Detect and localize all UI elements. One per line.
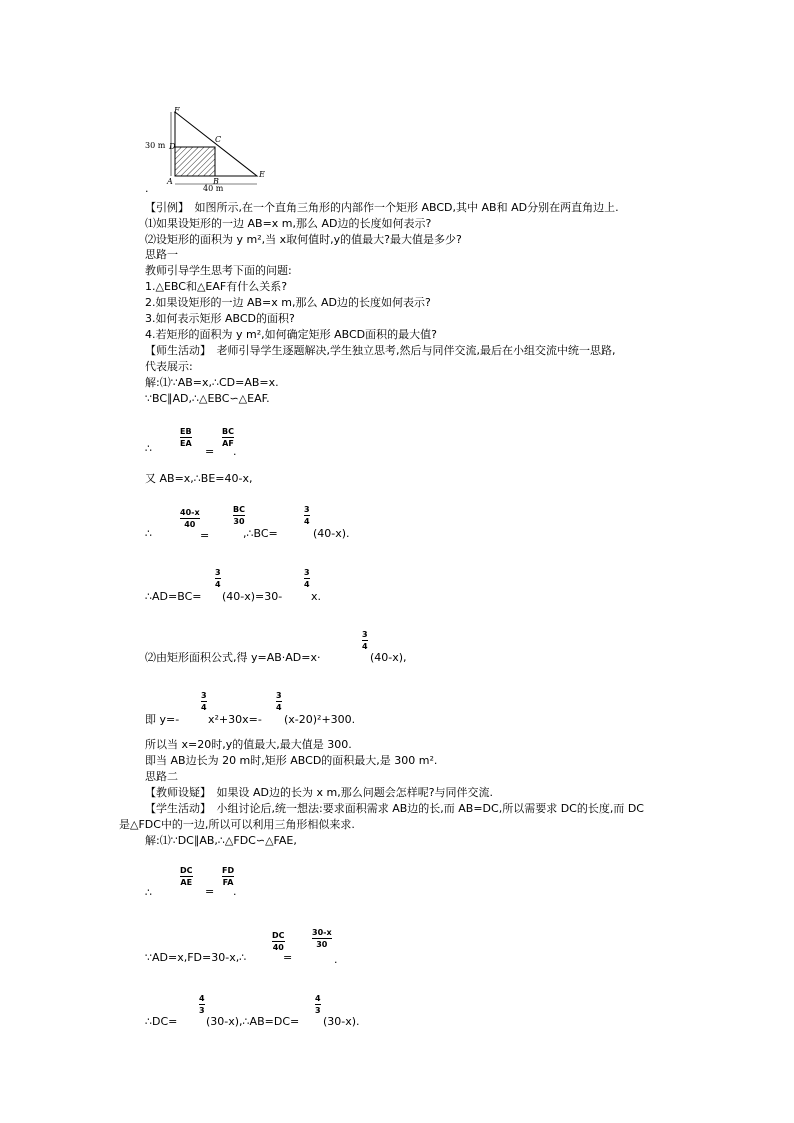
eq8-prefix: ∴DC= [145,1015,178,1028]
eq3-prefix: ∴AD=BC= [145,590,202,603]
solution-line-2: ∵BC∥AD,∴△EBC∽△EAF. [145,392,270,405]
activity-line-2: 代表展示: [145,360,193,373]
label-40m: 40 m [203,184,224,193]
figure-dot: . [145,182,149,195]
eq6-equals: = [205,885,215,898]
eq7-fraction-1: DC 40 [272,931,285,952]
eq7-prefix: ∵AD=x,FD=30-x,∴ [145,951,247,964]
conclusion-1: 所以当 x=20时,y的值最大,最大值是 300. [145,738,352,751]
eq8-fraction-1: 4 3 [199,994,205,1015]
eq7-equals: = [283,951,293,964]
ab-line: 又 AB=x,∴BE=40-x, [145,472,253,485]
eq5-mid: x²+30x=- [208,713,262,726]
eq6-fraction-1: DC AE [180,866,193,887]
rectangle-abcd [175,147,215,176]
eq6-prefix: ∴ [145,886,152,899]
eq4-fraction-1: 3 4 [362,630,368,651]
eq6-end: . [233,885,237,898]
right-triangle-figure [145,104,275,194]
eq2-fraction-2: BC 30 [233,505,245,526]
eq5-prefix: 即 y=- [145,713,180,726]
question-1: ⑴如果设矩形的一边 AB=x m,那么 AD边的长度如何表示? [145,217,432,230]
solution2-line-1: 解:⑴∵DC∥AB,∴△FDC∽△FAE, [145,834,297,847]
eq5-fraction-1: 3 4 [201,691,207,712]
eq6-fraction-2: FD FA [222,866,235,887]
label-d: D [169,142,176,151]
eq1-end: . [233,445,237,458]
eq3-fraction-1: 3 4 [215,568,221,589]
eq2-equals: = [200,529,210,542]
student-activity-1: 【学生活动】 小组讨论后,统一想法:要求面积需求 AB边的长,而 AB=DC,所以需要求 DC的长度,而 DC [145,802,644,815]
eq2-fraction-3: 3 4 [304,505,310,526]
eq8-mid: (30-x),∴AB=DC= [206,1015,300,1028]
label-e: E [259,170,265,179]
eq8-fraction-2: 4 3 [315,994,321,1015]
guide-q3: 3.如何表示矩形 ABCD的面积? [145,312,295,325]
label-c: C [215,135,222,144]
label-a: A [167,177,173,186]
eq4-end: (40-x), [370,651,407,664]
eq3-mid: (40-x)=30- [222,590,283,603]
eq1-equals: = [205,445,215,458]
guide-q2: 2.如果设矩形的一边 AB=x m,那么 AD边的长度如何表示? [145,296,431,309]
guide-q1: 1.△EBC和△EAF有什么关系? [145,280,288,293]
heading-approach-1: 思路一 [145,248,178,261]
teacher-guide: 教师引导学生思考下面的问题: [145,264,292,277]
eq5-fraction-2: 3 4 [276,691,282,712]
eq2-prefix: ∴ [145,527,152,540]
solution-line-1: 解:⑴∵AB=x,∴CD=AB=x. [145,376,279,389]
heading-approach-2: 思路二 [145,770,178,783]
example-intro: 【引例】 如图所示,在一个直角三角形的内部作一个矩形 ABCD,其中 AB和 AD分别在两直角边上. [145,201,619,214]
label-b: B [213,177,219,186]
eq4-prefix: ⑵由矩形面积公式,得 y=AB·AD=x· [145,651,321,664]
eq2-fraction-1: 40-x 40 [180,508,200,529]
eq1-fraction-1: EB EA [180,427,192,448]
eq1-fraction-2: BC AF [222,427,234,448]
teacher-question: 【教师设疑】 如果设 AD边的长为 x m,那么问题会怎样呢?与同伴交流. [145,786,494,799]
eq7-fraction-2: 30-x 30 [312,928,332,949]
eq3-fraction-2: 3 4 [304,568,310,589]
eq2-end: (40-x). [313,527,350,540]
eq1-prefix: ∴ [145,442,152,455]
label-f: F [174,106,180,115]
eq3-end: x. [311,590,322,603]
question-2: ⑵设矩形的面积为 y m²,当 x取何值时,y的值最大?最大值是多少? [145,233,462,246]
eq8-end: (30-x). [323,1015,360,1028]
student-activity-2: 是△FDC中的一边,所以可以利用三角形相似来求. [119,818,355,831]
guide-q4: 4.若矩形的面积为 y m²,如何确定矩形 ABCD面积的最大值? [145,328,437,341]
conclusion-2: 即当 AB边长为 20 m时,矩形 ABCD的面积最大,是 300 m². [145,754,438,767]
label-30m: 30 m [145,141,166,150]
activity-line-1: 【师生活动】 老师引导学生逐题解决,学生独立思考,然后与同伴交流,最后在小组交流中统一思路, [145,344,616,357]
eq5-end: (x-20)²+300. [284,713,356,726]
eq7-end: . [334,953,338,966]
eq2-mid: ,∴BC= [243,527,278,540]
